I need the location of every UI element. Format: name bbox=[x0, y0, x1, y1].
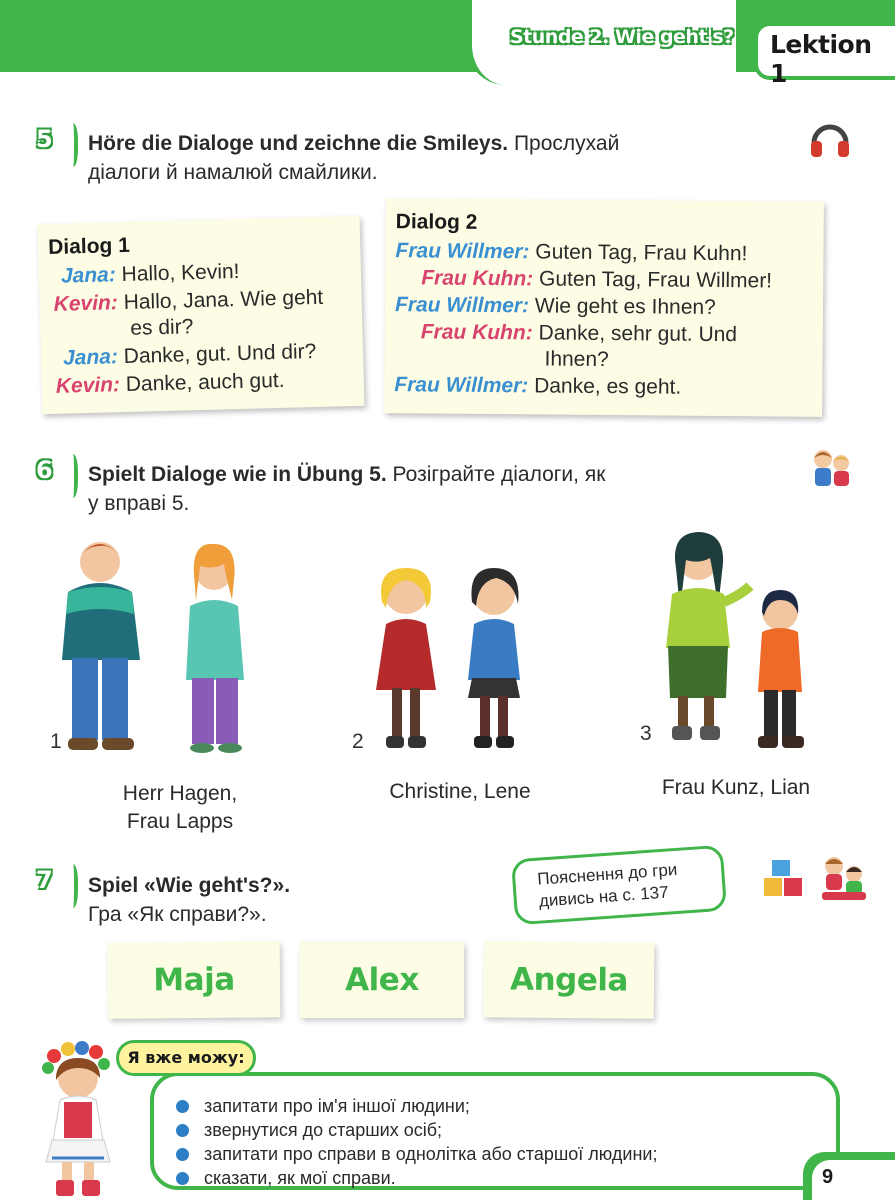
line-text: Danke, sehr gut. Und bbox=[532, 321, 738, 347]
speaker-label: Kevin: bbox=[55, 373, 121, 398]
lesson-title: Lektion 1 bbox=[770, 30, 872, 88]
dialog-line bbox=[395, 238, 747, 267]
game-note-text bbox=[537, 856, 720, 912]
exercise-6-title-ua-line2: у вправі 5. bbox=[88, 492, 190, 515]
cando-list bbox=[176, 1094, 657, 1190]
exercise-7-title-ua: Гра «Як справи?». bbox=[88, 903, 267, 926]
dialog-line bbox=[130, 314, 194, 342]
dialog-line bbox=[61, 259, 240, 290]
list-item: запитати про ім'я іншої людини; bbox=[176, 1094, 657, 1118]
exercise-5-title-ua-line2: діалоги й намалюй смайлики. bbox=[88, 161, 378, 184]
exercise-6-title-de: Spielt Dialoge wie in Übung 5. bbox=[88, 463, 387, 486]
headphones-icon bbox=[808, 117, 852, 161]
dialog-line bbox=[395, 292, 716, 321]
dialog-line bbox=[394, 372, 681, 401]
exercise-bracket bbox=[66, 123, 78, 167]
exercise-number-7 bbox=[36, 866, 82, 906]
illustration-woman-boy bbox=[650, 528, 810, 758]
line-text: Danke, auch gut. bbox=[119, 368, 285, 397]
illustration-adults bbox=[54, 530, 254, 765]
exercise-number-text: 6 bbox=[36, 456, 53, 484]
figure-caption-3 bbox=[626, 774, 846, 802]
figure-caption-2 bbox=[350, 778, 570, 806]
caption-line: Christine, Lene bbox=[389, 780, 531, 803]
line-text: Hallo, Kevin! bbox=[115, 259, 240, 287]
line-text: Hallo, Jana. Wie geht bbox=[117, 285, 324, 315]
speaker-label: Jana: bbox=[62, 345, 119, 370]
dialog-line bbox=[63, 339, 317, 372]
line-text: Wie geht es Ihnen? bbox=[528, 294, 716, 319]
lesson-subtitle: Stunde 2. Wie geht's? bbox=[510, 26, 734, 48]
speaker-label: Frau Willmer: bbox=[395, 239, 530, 264]
line-text: Danke, gut. Und dir? bbox=[117, 339, 317, 369]
exercise-7-title bbox=[88, 871, 290, 929]
dialog-2-card bbox=[384, 198, 824, 417]
list-item: сказати, як мої справи. bbox=[176, 1166, 657, 1190]
caption-line: Frau Lapps bbox=[126, 810, 234, 833]
dialog-line bbox=[53, 285, 323, 318]
speaker-label: Frau Willmer: bbox=[394, 293, 530, 318]
dialog-line bbox=[55, 368, 284, 400]
exercise-number-5 bbox=[36, 125, 82, 165]
blocks-icon bbox=[762, 858, 808, 898]
line-text: Danke, es geht. bbox=[528, 374, 682, 399]
dialog-line bbox=[421, 319, 737, 348]
list-item: звернутися до старших осіб; bbox=[176, 1118, 657, 1142]
exercise-5-title-de: Höre die Dialoge und zeichne die Smileys. bbox=[88, 132, 509, 155]
exercise-7-title-de: Spiel «Wie geht's?». bbox=[88, 874, 291, 897]
speaker-label: Frau Willmer: bbox=[394, 373, 529, 398]
dialog-line bbox=[421, 265, 772, 294]
note-line: дивись на с. 137 bbox=[538, 882, 670, 911]
children-playing-icon bbox=[818, 852, 870, 902]
list-item: запитати про справи в однолітка або старшої людини; bbox=[176, 1142, 657, 1166]
line-text: es dir? bbox=[130, 315, 194, 340]
name-card-alex: Alex bbox=[300, 942, 464, 1018]
figure-number-3: 3 bbox=[640, 722, 652, 745]
exercise-number-text: 7 bbox=[36, 866, 53, 894]
line-text: Ihnen? bbox=[544, 347, 609, 372]
exercise-6-title-ua: Розіграйте діалоги, як bbox=[386, 463, 606, 486]
exercise-6-title bbox=[88, 460, 605, 518]
dialog-2-title: Dialog 2 bbox=[395, 210, 478, 234]
exercise-5-title bbox=[88, 129, 619, 187]
children-pair-icon bbox=[808, 446, 856, 490]
caption-line: Herr Hagen, bbox=[122, 782, 238, 805]
exercise-number-6 bbox=[36, 456, 82, 496]
figure-caption-1 bbox=[70, 780, 290, 836]
speaker-label: Jana: bbox=[60, 263, 117, 288]
exercise-number-text: 5 bbox=[36, 125, 53, 153]
figure-number-1: 1 bbox=[50, 730, 62, 753]
line-text: Guten Tag, Frau Kuhn! bbox=[529, 240, 748, 266]
name-card-maja: Maja bbox=[108, 941, 281, 1018]
cando-label: Я вже можу: bbox=[116, 1040, 256, 1076]
game-note-bubble bbox=[511, 845, 727, 926]
illustration-girls bbox=[366, 562, 538, 762]
figure-number-2: 2 bbox=[352, 730, 364, 753]
speaker-label: Frau Kuhn: bbox=[420, 320, 533, 345]
page-number: 9 bbox=[822, 1166, 834, 1188]
note-line: Пояснення до гри bbox=[536, 859, 678, 889]
exercise-5-title-ua: Прослухай bbox=[508, 132, 620, 155]
speaker-label: Frau Kuhn: bbox=[421, 266, 534, 291]
line-text: Guten Tag, Frau Willmer! bbox=[533, 267, 773, 293]
exercise-bracket bbox=[66, 454, 78, 498]
caption-line: Frau Kunz, Lian bbox=[661, 776, 811, 799]
speaker-label: Kevin: bbox=[53, 291, 119, 316]
dialog-line bbox=[544, 346, 608, 373]
dialog-1-title: Dialog 1 bbox=[47, 233, 131, 259]
name-card-angela: Angela bbox=[484, 941, 655, 1018]
exercise-bracket bbox=[66, 864, 78, 908]
illustration-ukrainian-girl bbox=[30, 1040, 126, 1198]
dialog-1-card bbox=[38, 216, 365, 414]
